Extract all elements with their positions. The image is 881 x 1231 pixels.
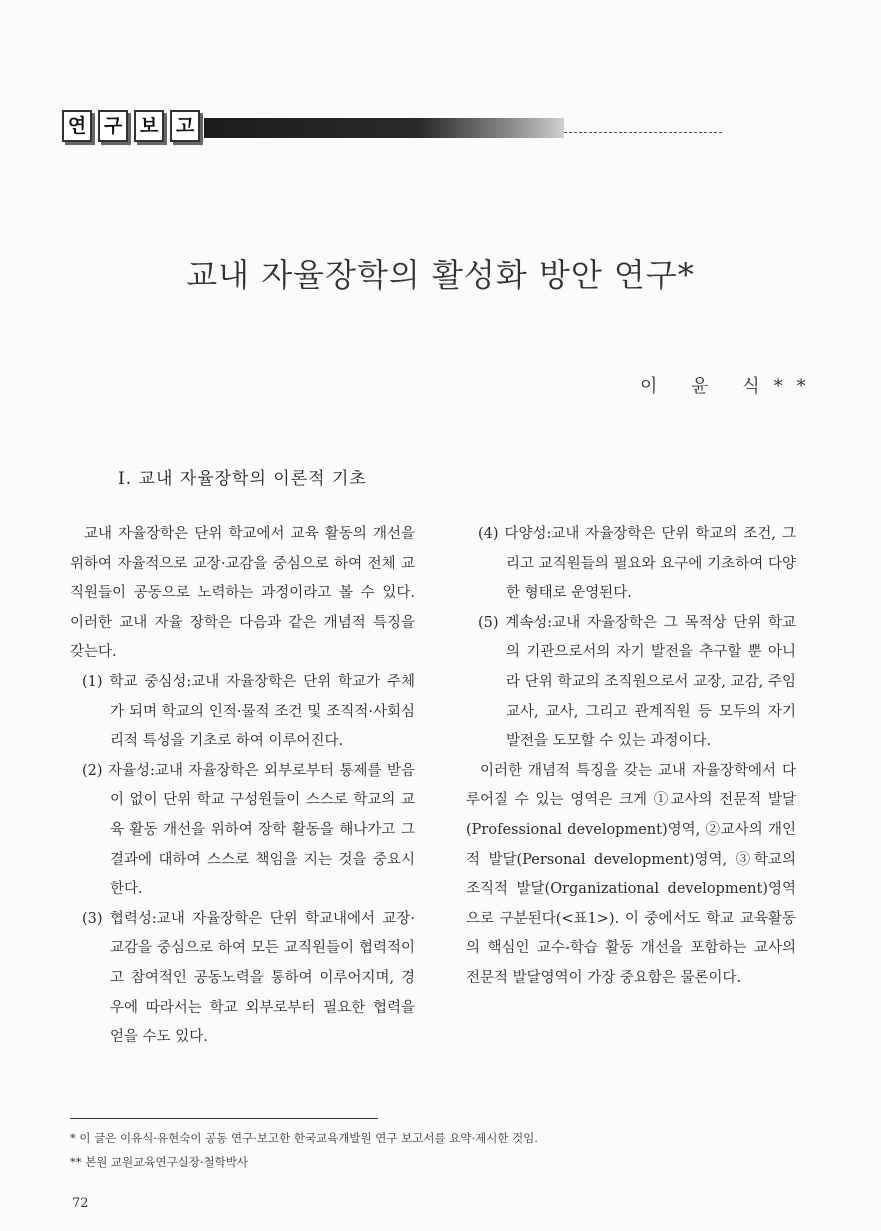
banner-dashed-line — [564, 132, 722, 133]
right-column — [466, 520, 796, 994]
page-number: 72 — [72, 1196, 89, 1211]
footnote: ** 본원 교원교육연구실장·철학박사 — [70, 1155, 248, 1169]
left-column — [70, 520, 415, 1053]
banner-bar — [204, 118, 564, 138]
closing-paragraph: 이러한 개념적 특징을 갖는 교내 자율장학에서 다루어질 수 있는 영역은 크게 ①교사의 전문적 발달(Professional development)영역, ②교사의 개인적 발달(Personal development)영역, ③학교의 조직적 발달(Organizational development)영역으로 구분된다(<표1>). 이 중에서도 학교 교육활동의 핵심인 교수-학습 활동 개선을 포함하는 교사의 전문적 발달영역이 가장 중요함은 물론이다. — [466, 762, 796, 986]
footnote-divider — [70, 1118, 378, 1119]
banner-char-box: 보 — [134, 110, 164, 142]
footnote: * 이 글은 이유식·유현숙이 공동 연구·보고한 한국교육개발원 연구 보고서를 요약·제시한 것임. — [70, 1131, 538, 1145]
list-item: (3) 협력성:교내 자율장학은 단위 학교내에서 교장·교감을 중심으로 하여 모든 교직원들이 협력적이고 참여적인 공동노력을 통하여 이루어지며, 경우에 따라서는 학교 외부로부터 필요한 협력을 얻을 수도 있다. — [82, 910, 415, 1046]
list-item: (4) 다양성:교내 자율장학은 단위 학교의 조건, 그리고 교직원들의 필요와 요구에 기초하여 다양한 형태로 운영된다. — [478, 526, 796, 602]
banner-char-box: 고 — [170, 110, 200, 142]
intro-paragraph: 교내 자율장학은 단위 학교에서 교육 활동의 개선을 위하여 자율적으로 교장·교감을 중심으로 하여 전체 교직원들이 공동으로 노력하는 과정이라고 볼 수 있다. 이러한 교내 자율 장학은 다음과 같은 개념적 특징을 갖는다. — [70, 526, 415, 661]
section-banner — [62, 104, 722, 152]
author-name: 이 윤 식** — [640, 376, 820, 397]
list-item: (1) 학교 중심성:교내 자율장학은 단위 학교가 주체가 되며 학교의 인적·물적 조건 및 조직적·사회심리적 특성을 기초로 하여 이루어진다. — [82, 673, 415, 750]
section-heading: I. 교내 자율장학의 이론적 기초 — [118, 469, 367, 489]
list-item: (2) 자율성:교내 자율장학은 외부로부터 통제를 받음이 없이 단위 학교 구성원들이 스스로 학교의 교육 활동 개선을 위하여 장학 활동을 해나가고 그 결과에 대하여 스스로 책임을 지는 것을 중요시 한다. — [82, 762, 415, 898]
list-item: (5) 계속성:교내 자율장학은 그 목적상 단위 학교의 기관으로서의 자기 발전을 추구할 뿐 아니라 단위 학교의 조직원으로서 교장, 교감, 주임교사, 교사, 그리고 관계직원 등 모두의 자기 발전을 도모할 수 있는 과정이다. — [478, 614, 796, 750]
banner-char-box: 연 — [62, 110, 92, 142]
page-title: 교내 자율장학의 활성화 방안 연구* — [186, 256, 695, 294]
banner-char-box: 구 — [98, 110, 128, 142]
